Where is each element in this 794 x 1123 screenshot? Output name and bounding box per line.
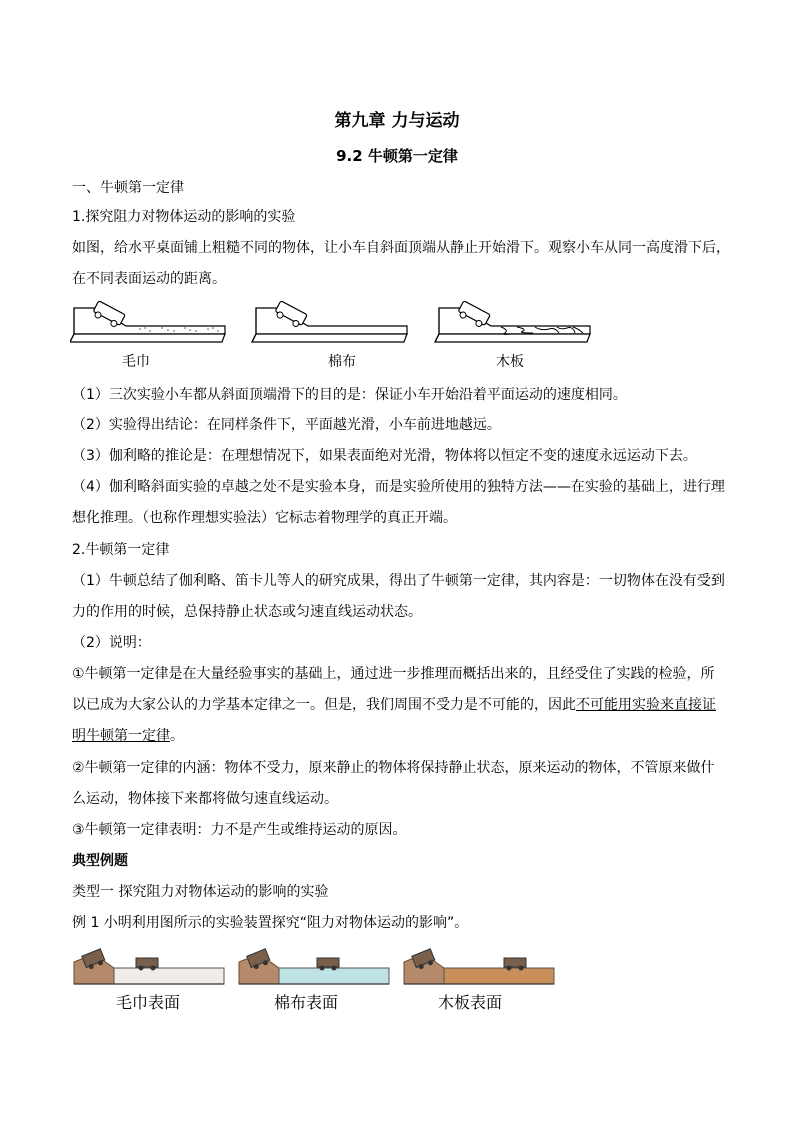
subheading-newton-law: 2.牛顿第一定律 [72,542,170,558]
surface-panel-wood [404,949,554,984]
figure-label-towel: 毛巾 [122,354,150,370]
example-type-1: 类型一 探究阻力对物体运动的影响的实验 [72,884,329,900]
note-1-line-2-text: 以已成为大家公认的力学基本定律之一。但是，我们周围不受力是不可能的，因此 [72,697,576,713]
point-2: （2）实验得出结论：在同样条件下，平面越光滑，小车前进地越远。 [72,417,501,433]
surface-label-cotton: 棉布表面 [273,993,338,1012]
note-3: ③牛顿第一定律表明：力不是产生或维持运动的原因。 [72,822,407,838]
intro-line-1: 如图，给水平桌面铺上粗糙不同的物体，让小车自斜面顶端从静止开始滑下。观察小车从同一高度滑下后， [72,240,730,256]
chapter-title: 第九章 力与运动 [334,111,460,131]
note-2-line-2: 么运动，物体接下来都将做匀速直线运动。 [72,791,338,807]
examples-heading: 典型例题 [72,853,128,869]
note-1-underlined: 不可能用实验来直接证 [576,697,716,713]
point-4-line-2: 想化推理。（也称作理想实验法）它标志着物理学的真正开端。 [72,510,457,526]
ramp-panel-towel [70,301,225,342]
example-1-question: 例 1 小明利用图所示的实验装置探究“阻力对物体运动的影响”。 [72,915,469,931]
note-1-line-2 [72,695,724,715]
note-1-line-3 [72,726,724,746]
surface-label-towel: 毛巾表面 [115,993,180,1012]
note-2-line-1: ②牛顿第一定律的内涵：物体不受力，原来静止的物体将保持静止状态，原来运动的物体，不管原来做什 [72,760,715,776]
point-4-line-1: （4）伽利略斜面实验的卓越之处不是实验本身，而是实验所使用的独特方法——在实验的基础上，进行理 [72,479,725,495]
section-heading: 一、牛顿第一定律 [72,180,184,196]
newton-1-line-1: （1）牛顿总结了伽利略、笛卡儿等人的研究成果，得出了牛顿第一定律，其内容是：一切物体在没有受到 [72,573,725,589]
subheading-experiment: 1.探究阻力对物体运动的影响的实验 [72,209,296,225]
surface-panel-towel [74,949,224,984]
surfaces-figure [72,948,562,990]
surface-label-wood: 木板表面 [437,993,502,1012]
newton-1-line-2: 力的作用的时候，总保持静止状态或匀速直线运动状态。 [72,604,422,620]
section-title: 9.2 牛顿第一定律 [336,147,458,165]
note-1-line-1: ①牛顿第一定律是在大量经验事实的基础上，通过进一步推理而概括出来的，且经受住了实践的检验，所 [72,666,715,682]
figure-label-cotton: 棉布 [328,354,356,370]
intro-line-2: 在不同表面运动的距离。 [72,271,226,287]
note-1-period: 。 [170,728,184,744]
point-1: （1）三次实验小车都从斜面顶端滑下的目的是：保证小车开始沿着平面运动的速度相同。 [72,387,627,403]
note-1-underlined-end: 明牛顿第一定律 [72,728,170,744]
figure-label-wood: 木板 [496,354,524,370]
ramp-panel-cotton [252,301,407,342]
point-3: （3）伽利略的推论是：在理想情况下，如果表面绝对光滑，物体将以恒定不变的速度永远运动下去。 [72,448,697,464]
ramp-panel-wood [435,301,590,342]
surface-panel-cotton [239,949,389,984]
newton-2: （2）说明： [72,635,151,651]
